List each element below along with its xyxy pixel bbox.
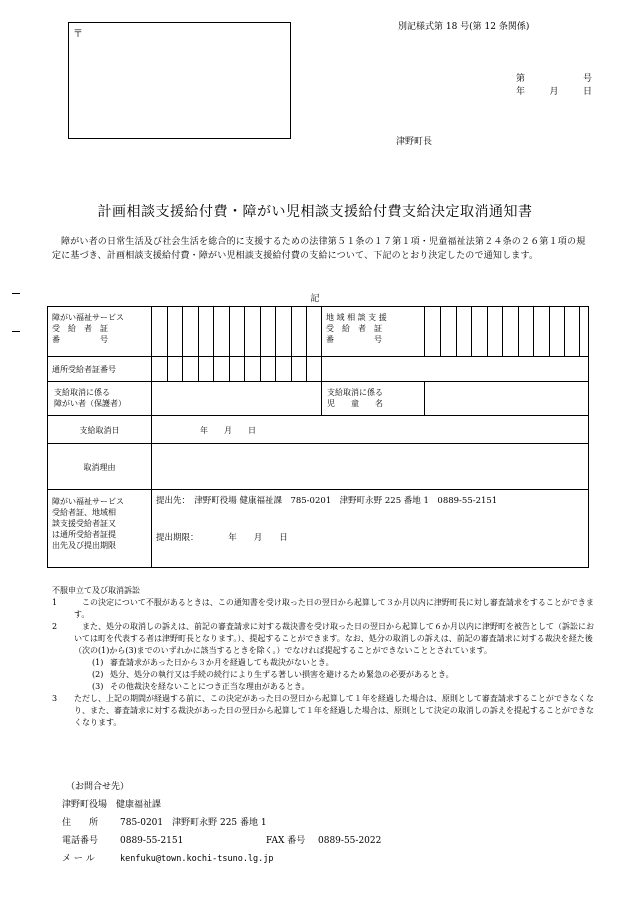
objection-item: 1 この決定について不服があるときは、この通知書を受け取った日の翌日から起算して３か月以内に津野町長に対し審査請求をすることができます。 — [52, 598, 594, 619]
objection-subitem: (1) 審査請求があった日から３か月を経過しても裁決がないとき。 — [92, 658, 334, 667]
contact-office: 津野町役場 健康福祉課 — [62, 800, 162, 810]
daycare-cert-label: 通所受給者証番号 — [52, 365, 116, 374]
welfare-cert-label: 障がい福祉サービス 受 給 者 証 番 号 — [52, 313, 124, 344]
submit-deadline: 提出期限： 年 月 日 — [156, 533, 288, 543]
postal-mark: 〒 — [73, 29, 83, 40]
date-month: 月 — [549, 87, 559, 97]
cancel-date-value: 年 月 日 — [200, 426, 256, 435]
cancel-person-label: 支給取消に係る 障がい者（保護者） — [54, 388, 126, 408]
date-day: 日 — [582, 87, 592, 97]
document-number — [516, 71, 592, 84]
daycare-cert-row — [47, 356, 589, 382]
cancel-child-label: 支給取消に係る 児 童 名 — [327, 388, 383, 408]
objection-subitem: (2) 処分、処分の執行又は手続の続行により生ずる著しい損害を避けるため緊急の必要があるとき。 — [92, 670, 454, 679]
submission-label: 障がい福祉サービス 受給者証、地域相 談支援受給者証又 は通所受給者証提 出先及び提出期限 — [52, 497, 124, 550]
submit-to: 提出先： 津野町役場 健康福祉課 785-0201 津野町永野 225 番地 1 0889-55-2151 — [156, 496, 498, 506]
document-date — [516, 84, 592, 97]
ki-heading: 記 — [310, 294, 320, 304]
contact-phone: 電話番号 0889-55-2151 FAX 番号 0889-55-2022 — [62, 836, 382, 846]
cancel-date-row — [47, 415, 589, 444]
contact-info — [62, 778, 381, 868]
issuer: 津野町長 — [396, 137, 433, 147]
community-cert-label: 地 域 相 談 支 援 受 給 者 証 番 号 — [326, 313, 387, 344]
cancel-date-label: 支給取消日 — [79, 426, 120, 435]
objection-heading: 不服申立て及び取消訴訟 — [52, 586, 140, 595]
address-box — [68, 22, 291, 139]
cancel-reason-row — [47, 443, 589, 490]
form-number: 別記様式第 18 号(第 12 条関係) — [398, 22, 530, 32]
certificate-number-row — [47, 306, 589, 357]
date-year: 年 — [516, 87, 526, 97]
submission-row — [47, 489, 589, 568]
page-title: 計画相談支援給付費・障がい児相談支援給付費支給決定取消通知書 — [97, 204, 533, 220]
cancel-person-row — [47, 381, 589, 416]
contact-address: 住 所 785-0201 津野町永野 225 番地 1 — [62, 818, 267, 828]
objection-item: 3 ただし、上記の期間が経過する前に、この決定があった日の翌日から起算して１年を経過した場合は、原則として審査請求することができなくなり、また、審査請求に対する裁決があった日の翌日から起算して１年を経過した場合は、原則として決定の取消しの訴えを提起することができなくなります。 — [52, 694, 594, 727]
number-go: 号 — [582, 74, 592, 84]
objection-item: 2 また、処分の取消しの訴えは、前記の審査請求に対する裁決書を受け取った日の翌日から起算して６か月以内に津野町を被告として（訴訟においては町を代表する者は津野町長となります。）、提起することができます。なお、処分の取消しの訴えは、前記の審査請求に対する裁決を経た後（次の(1)から(3)までのいずれかに該当するときを除く。）でなければ提起することができないこととされています。 — [52, 622, 594, 655]
fold-mark-bottom — [12, 331, 20, 332]
intro-paragraph: 障がい者の日常生活及び社会生活を総合的に支援するための法律第５１条の１７第１項・児童福祉法第２４条の２６第１項の規定に基づき、計画相談支援給付費・障がい児相談支援給付費の支給について、下記のとおり決定したので通知します。 — [52, 237, 586, 261]
objection-subitem: (3) その他裁決を経ないことにつき正当な理由があるとき。 — [92, 682, 310, 691]
contact-mail: メ ー ル kenfuku@town.kochi-tsuno.lg.jp — [62, 854, 274, 864]
number-dai: 第 — [516, 74, 526, 84]
contact-heading: （お問合せ先） — [66, 782, 130, 792]
cancel-reason-label: 取消理由 — [83, 463, 116, 472]
objection-notes — [52, 585, 597, 729]
